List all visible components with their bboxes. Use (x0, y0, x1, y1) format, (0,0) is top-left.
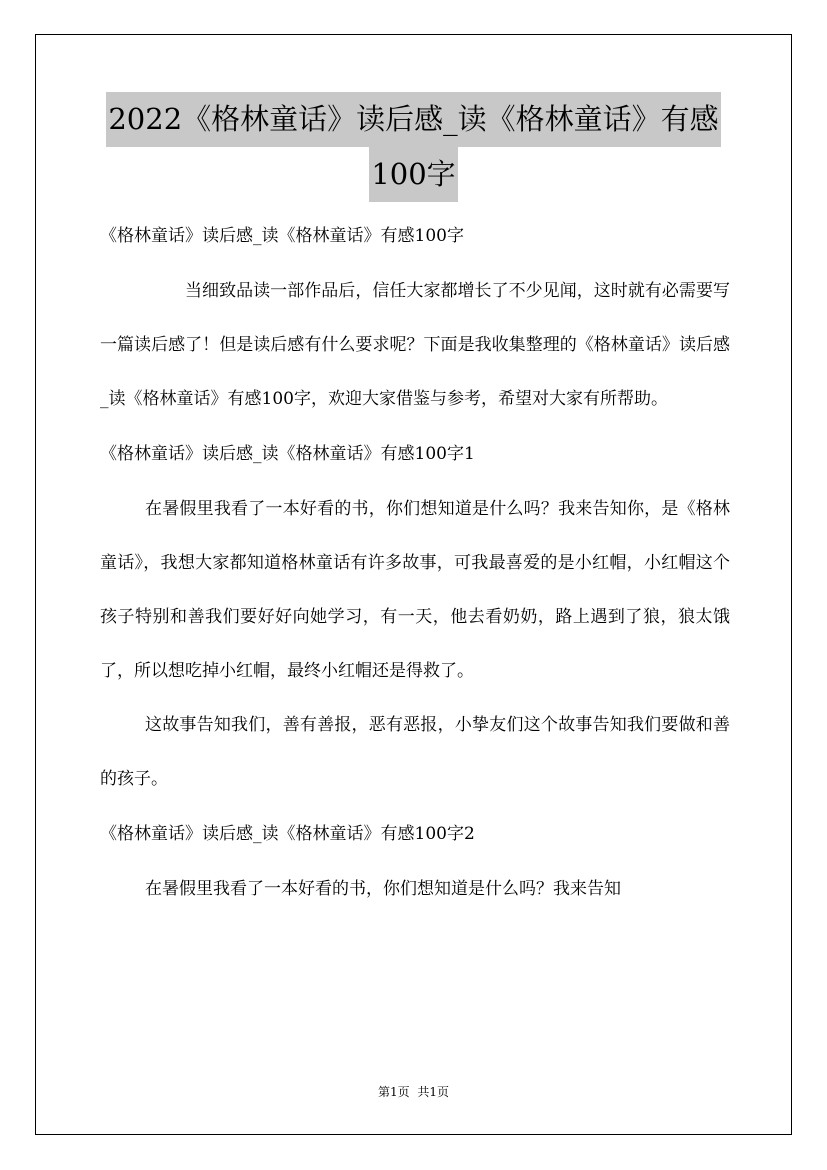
page-number: 第1页 (377, 1085, 410, 1099)
document-title (0, 92, 827, 202)
document-subtitle: 《格林童话》读后感_读《格林童话》有感100字 (100, 226, 464, 246)
section-1-paragraph-1: 在暑假里我看了一本好看的书，你们想知道是什么吗？我来告知你，是《格林童话》，我想大家都知道格林童话有许多故事，可我最喜爱的是小红帽，小红帽这个孩子特别和善我们要好好向她学习，有一天，他去看奶奶，路上遇到了狼，狼太饿了，所以想吃掉小红帽，最终小红帽还是得救了。 (100, 499, 730, 681)
section-heading-1: 《格林童话》读后感_读《格林童话》有感100字1 (100, 444, 475, 464)
section-1-paragraph-2: 这故事告知我们，善有善报，恶有恶报，小挚友们这个故事告知我们要做和善的孩子。 (100, 715, 730, 789)
title-line-2: 100字 (369, 147, 457, 202)
title-line-1: 2022《格林童话》读后感_读《格林童话》有感 (106, 92, 720, 147)
section-2-paragraph-1: 在暑假里我看了一本好看的书，你们想知道是什么吗？我来告知 (145, 879, 621, 899)
intro-paragraph: 当细致品读一部作品后，信任大家都增长了不少见闻，这时就有必需要写一篇读后感了！但是读后感有什么要求呢？下面是我收集整理的《格林童话》读后感_读《格林童话》有感100字，欢迎大家借鉴与参考，希望对大家有所帮助。 (100, 281, 730, 409)
document-body (100, 208, 730, 916)
page-total: 共1页 (417, 1085, 450, 1099)
page-footer (0, 1083, 827, 1101)
section-heading-2: 《格林童话》读后感_读《格林童话》有感100字2 (100, 824, 475, 844)
